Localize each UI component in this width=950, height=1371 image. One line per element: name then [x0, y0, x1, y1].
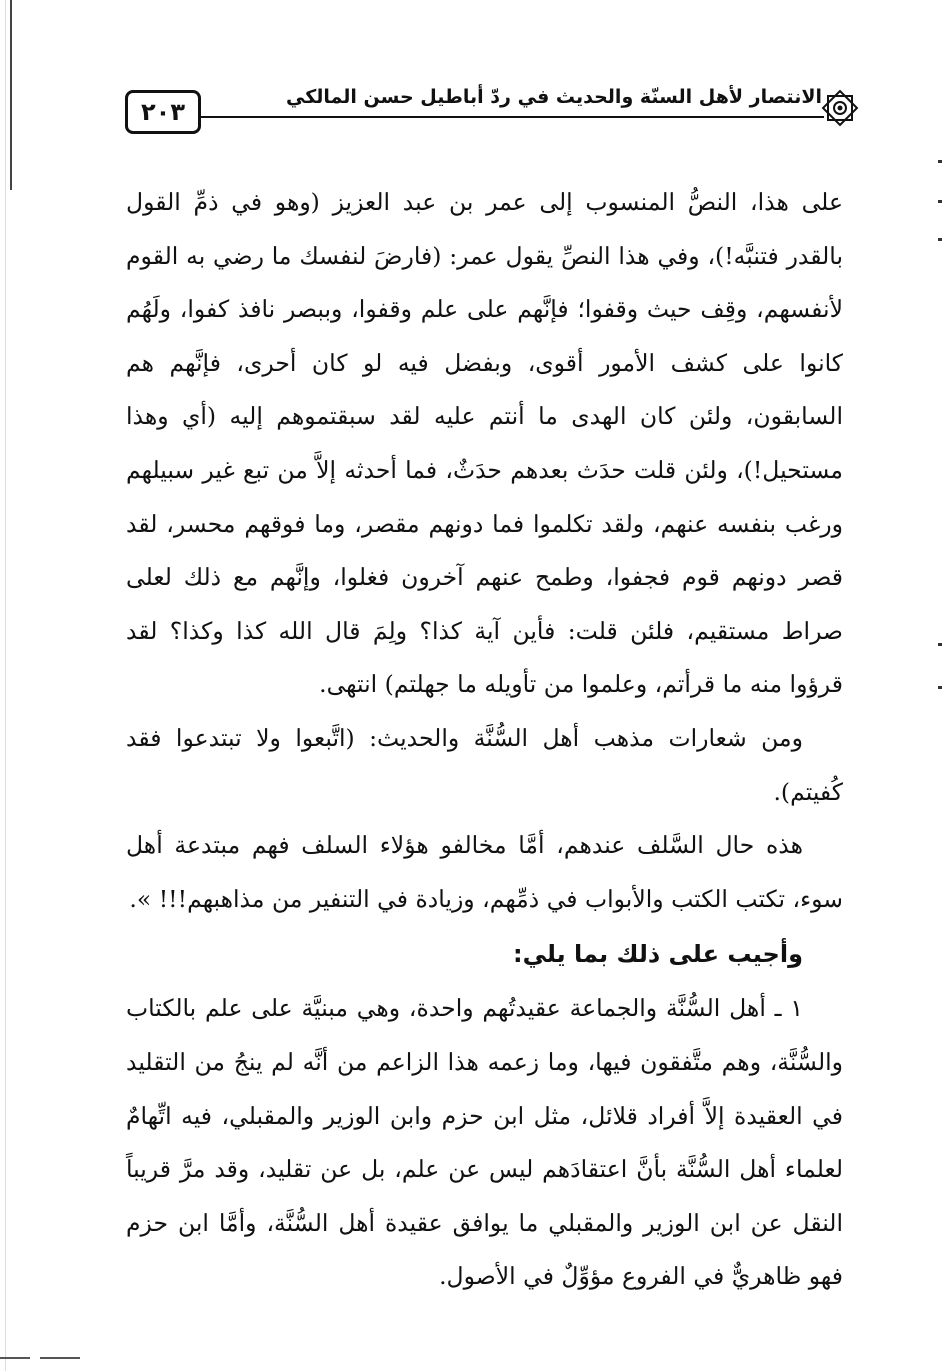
- side-dot: [938, 200, 942, 203]
- point-1: ١ ـ أهل السُّنَّة والجماعة عقيدتُهم واحدة، وهي مبنيَّة على علم بالكتاب والسُّنَّة، وهم متَّفقون فيها، وما زعمه هذا الزاعم من أنَّه لم ينجُ من التقليد في العقيدة إلاَّ أفراد قلائل، مثل ابن حزم وابن الوزير والمقبلي، فيه اتِّهامٌ لعلماء أهل السُّنَّة بأنَّ اعتقادَهم ليس عن علم، بل عن تقليد، وقد مرَّ قريباً النقل عن ابن الوزير والمقبلي ما يوافق عقيدة أهل السُّنَّة، وأمَّا ابن حزم فهو ظاهريٌّ في الفروع مؤوِّلٌ في الأصول.: [126, 994, 843, 1291]
- answer-heading: وأجيب على ذلك بما يلي:: [512, 940, 803, 969]
- paragraph-slogan: ومن شعارات مذهب أهل السُّنَّة والحديث: (اتَّبعوا ولا تبتدعوا فقد كُفيتم).: [126, 723, 843, 806]
- paragraph-quote: على هذا، النصُّ المنسوب إلى عمر بن عبد العزيز (وهو في ذمِّ القول بالقدر فتنبَّه!)، وفي هذا النصِّ يقول عمر: (فارضَ لنفسك ما رضي به القوم لأنفسهم، وقِف حيث وقفوا؛ فإنَّهم على علم وقفوا، وببصر نافذ كفوا، ولَهُم كانوا على كشف الأمور أقوى، وبفضل فيه لو كان أحرى، فإنَّهم هم السابقون، ولئن كان الهدى ما أنتم عليه لقد سبقتموهم إليه (أي وهذا مستحيل!)، ولئن قلت حدَث بعدهم حدَثٌ، فما أحدثه إلاَّ من تبع غير سبيلهم ورغب بنفسه عنهم، ولقد تكلموا فما دونهم مقصر، وما فوقهم محسر، لقد قصر دونهم قوم فجفوا، وطمح عنهم آخرون فغلوا، وإنَّهم مع ذلك لعلى صراط مستقيم، فلئن قلت: فأين آية كذا؟ ولِمَ قال الله كذا وكذا؟ لقد قرؤوا منه ما قرأتم، وعلموا من تأويله ما جهلتم) انتهى.: [126, 188, 843, 699]
- page-body: [126, 176, 843, 1304]
- header-rule: [201, 116, 824, 118]
- side-dot: [938, 238, 942, 241]
- ornament-icon: [820, 88, 860, 128]
- footer-mark: [40, 1357, 80, 1359]
- page-edge-shadow: [5, 0, 6, 1371]
- paragraph-summary: هذه حال السَّلف عندهم، أمَّا مخالفو هؤلاء السلف فهم مبتدعة أهل سوء، تكتب الكتب والأبواب في ذمِّهم، وزيادة في التنفير من مذاهبهم!!! ».: [126, 831, 843, 913]
- side-dot: [938, 643, 942, 646]
- page-edge-line: [10, 0, 12, 190]
- side-dot: [938, 686, 942, 689]
- footer-mark: [0, 1357, 30, 1359]
- book-title: الانتصار لأهل السنّة والحديث في ردّ أباطيل حسن المالكي: [286, 86, 822, 108]
- side-dot: [938, 160, 942, 163]
- page-number: ٢٠٣: [125, 90, 201, 134]
- running-header: [125, 82, 860, 142]
